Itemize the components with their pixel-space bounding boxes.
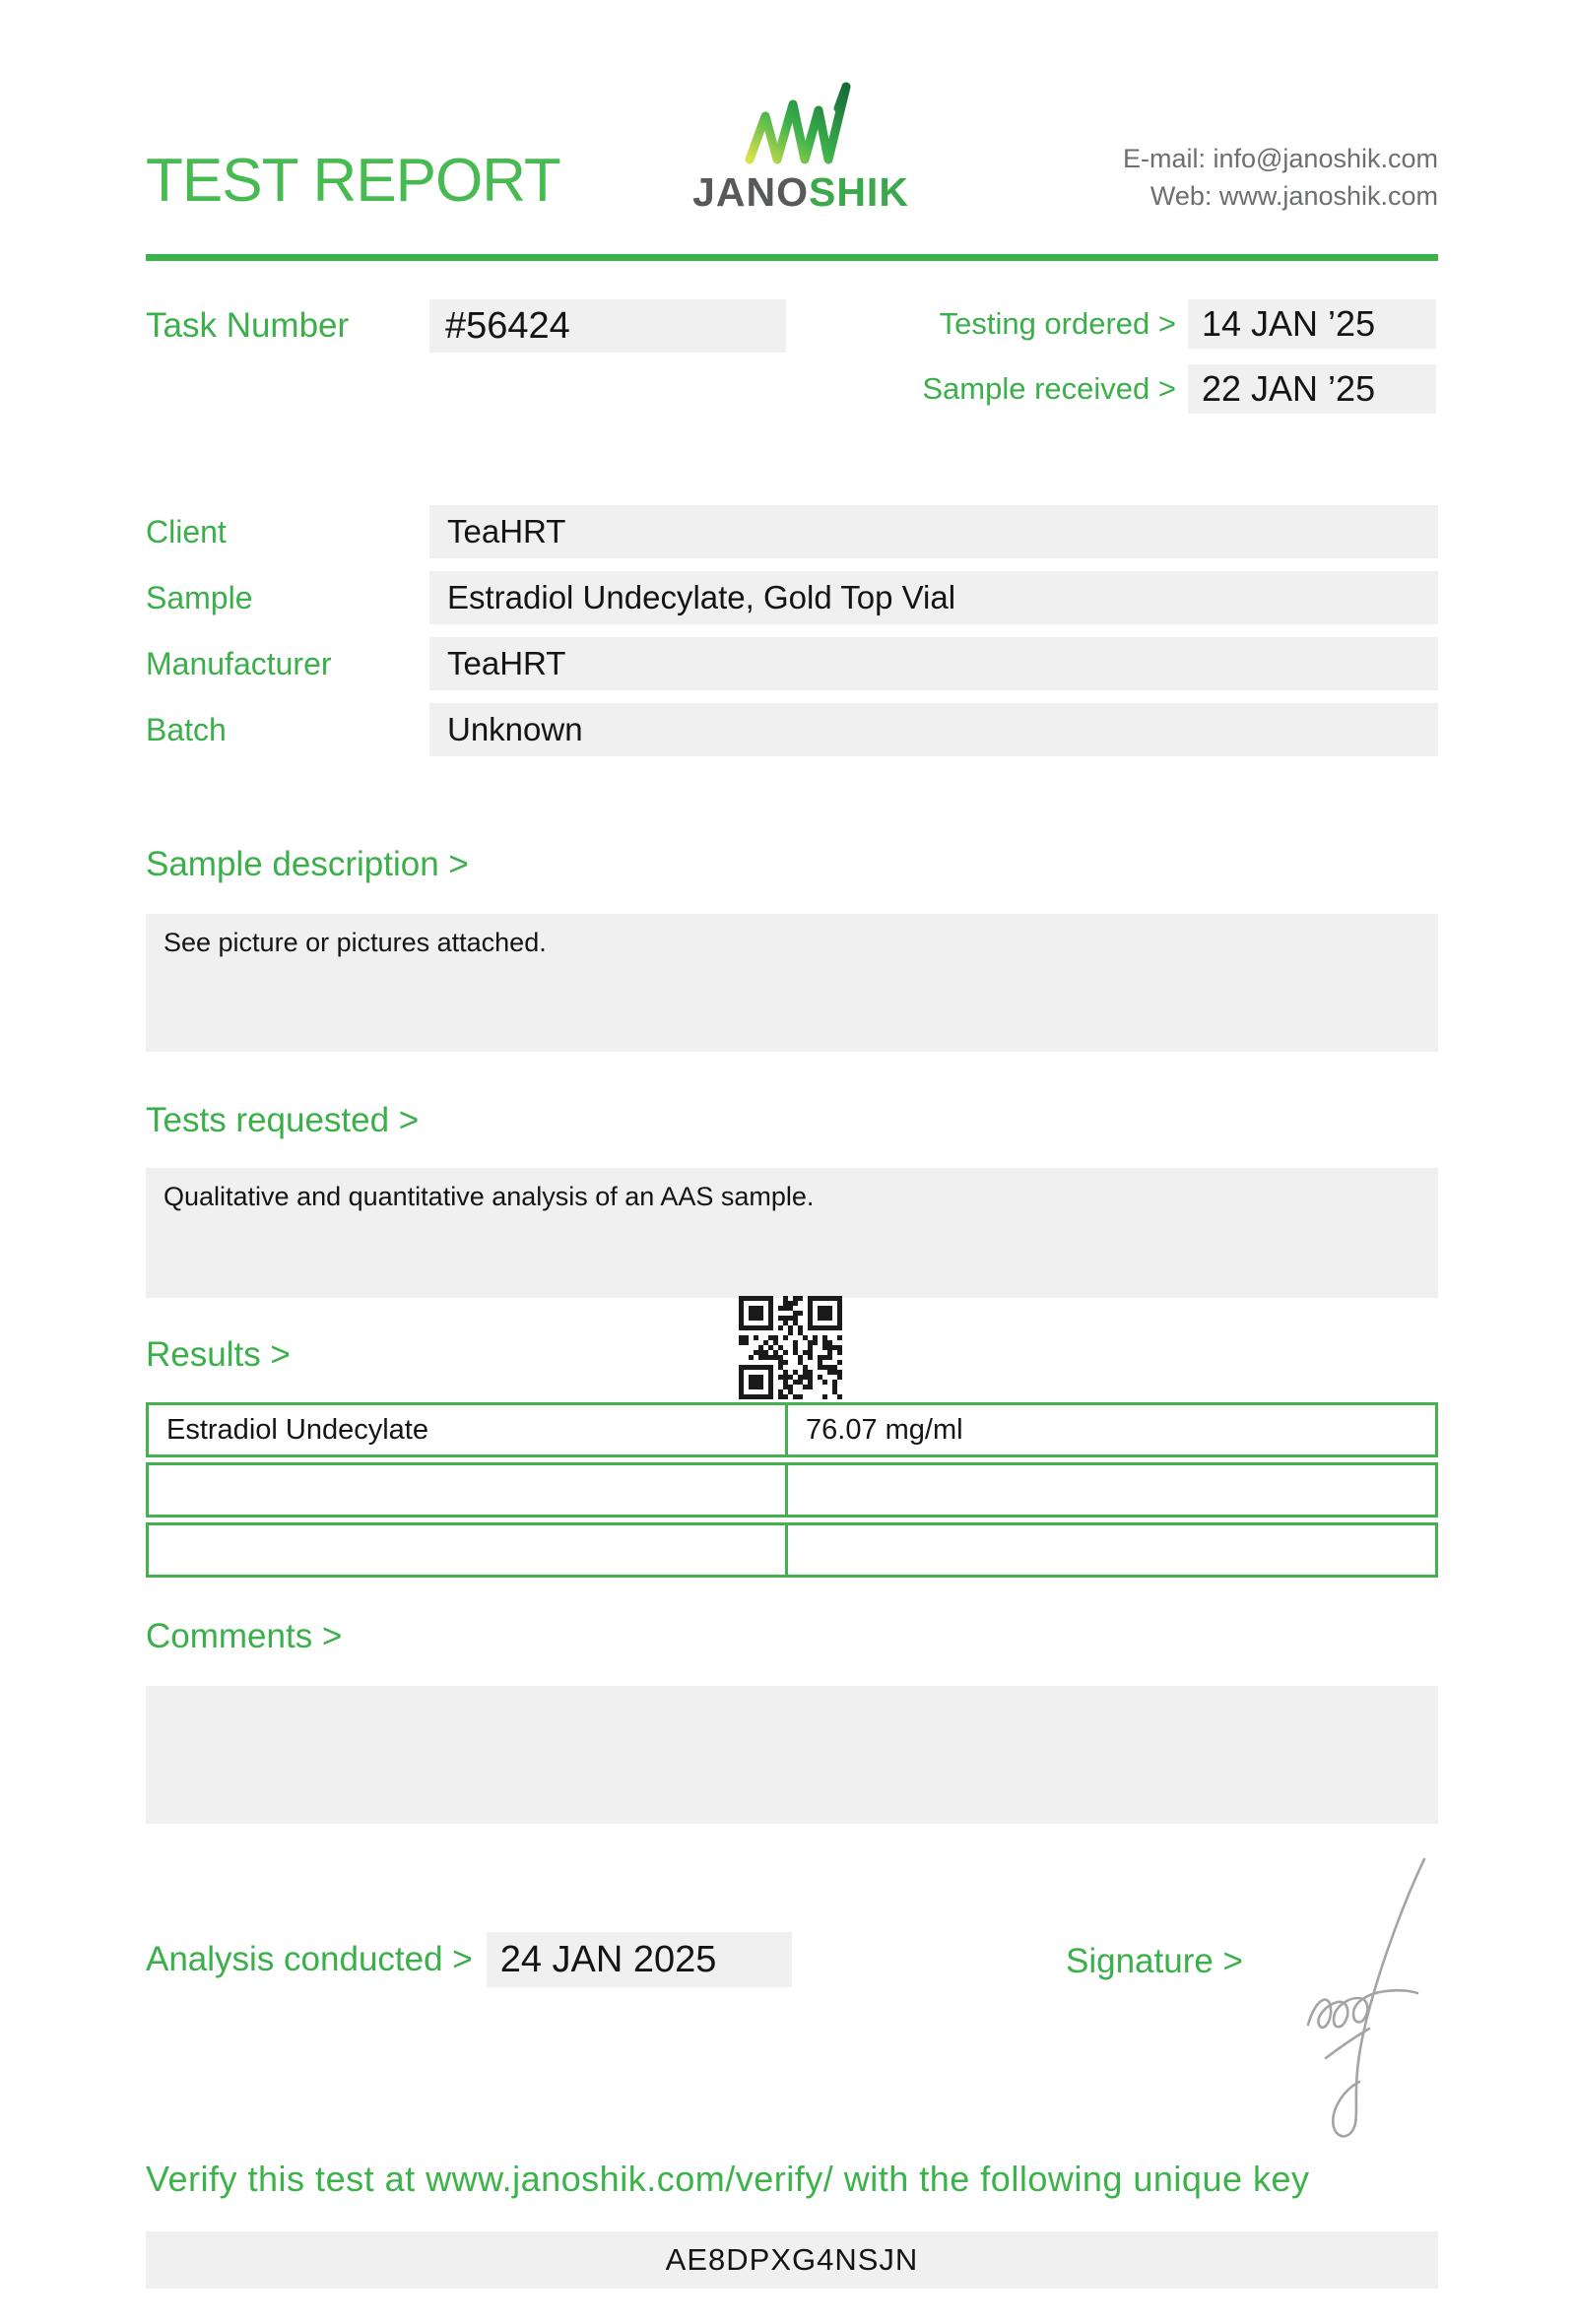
task-row xyxy=(146,299,786,353)
batch-label: Batch xyxy=(146,712,227,747)
sample-received-row xyxy=(886,364,1436,414)
logo xyxy=(678,79,924,216)
sample-row xyxy=(146,571,1438,624)
info-block xyxy=(146,505,1438,769)
header-divider xyxy=(146,254,1438,261)
verify-key-box xyxy=(146,2231,1438,2289)
tests-requested-box: Qualitative and quantitative analysis of an AAS sample. xyxy=(146,1168,1438,1298)
logo-chart-icon xyxy=(742,79,860,167)
client-row xyxy=(146,505,1438,558)
results-row-2 xyxy=(146,1462,1438,1517)
sample-received-label: Sample received > xyxy=(922,371,1176,406)
results-table xyxy=(146,1402,1438,1582)
sample-received-value: 22 JAN ’25 xyxy=(1188,364,1436,414)
logo-text xyxy=(678,169,924,216)
sample-value: Estradiol Undecylate, Gold Top Vial xyxy=(429,571,1438,624)
analysis-conducted-label: Analysis conducted > xyxy=(146,1940,473,1978)
result-substance: Estradiol Undecylate xyxy=(149,1405,788,1454)
qr-code xyxy=(739,1296,842,1399)
verify-text: Verify this test at www.janoshik.com/verify/ with the following unique key xyxy=(146,2159,1310,2199)
client-label: Client xyxy=(146,514,227,549)
batch-row xyxy=(146,703,1438,756)
task-number-label: Task Number xyxy=(146,306,350,345)
sample-label: Sample xyxy=(146,580,253,615)
results-row-3 xyxy=(146,1522,1438,1578)
contact-info xyxy=(1123,140,1438,215)
testing-ordered-label: Testing ordered > xyxy=(939,306,1176,341)
sample-description-heading: Sample description > xyxy=(146,845,469,883)
analysis-row xyxy=(146,1932,792,1987)
contact-email: E-mail: info@janoshik.com xyxy=(1122,144,1438,173)
dates-block xyxy=(886,299,1436,429)
verify-key: AE8DPXG4NSJN xyxy=(665,2242,919,2277)
manufacturer-value: TeaHRT xyxy=(429,637,1438,690)
signature-label: Signature > xyxy=(1066,1942,1243,1980)
results-row-1 xyxy=(146,1402,1438,1457)
logo-text-jano: JANO xyxy=(692,169,809,215)
signature-image xyxy=(1269,1847,1446,2143)
results-heading: Results > xyxy=(146,1335,291,1374)
contact-web: Web: www.janoshik.com xyxy=(1149,181,1438,211)
tests-requested-heading: Tests requested > xyxy=(146,1101,420,1139)
manufacturer-row xyxy=(146,637,1438,690)
page-title: TEST REPORT xyxy=(146,147,560,215)
comments-heading: Comments > xyxy=(146,1617,343,1655)
analysis-value: 24 JAN 2025 xyxy=(487,1932,792,1987)
result-concentration: 76.07 mg/ml xyxy=(806,1413,963,1446)
testing-ordered-value: 14 JAN ’25 xyxy=(1188,299,1436,349)
manufacturer-label: Manufacturer xyxy=(146,646,332,681)
task-value: #56424 xyxy=(429,299,786,353)
comments-box xyxy=(146,1686,1438,1824)
logo-text-shik: SHIK xyxy=(808,169,909,215)
testing-ordered-row xyxy=(886,299,1436,349)
sample-description-box: See picture or pictures attached. xyxy=(146,914,1438,1052)
batch-value: Unknown xyxy=(429,703,1438,756)
client-value: TeaHRT xyxy=(429,505,1438,558)
